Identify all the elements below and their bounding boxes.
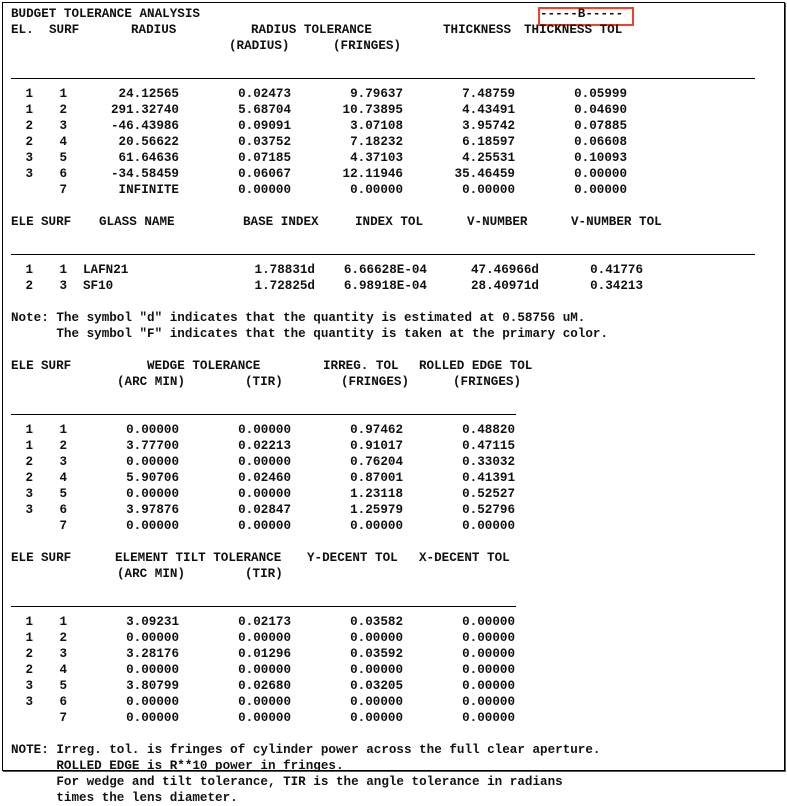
table-cell: 24.12565 — [118, 87, 179, 101]
table-cell: 3 — [25, 487, 33, 501]
col-el: EL. — [11, 23, 34, 37]
table-row — [11, 262, 643, 278]
table-cell: 3 — [25, 695, 33, 709]
table-cell: 0.00000 — [126, 631, 179, 645]
table-cell: 0.07185 — [238, 151, 291, 165]
col-v-number: V-NUMBER — [467, 215, 528, 229]
table-cell: 291.32740 — [110, 103, 179, 117]
table-cell: 0.87001 — [350, 471, 403, 485]
table-row — [11, 518, 608, 534]
table-cell: 0.00000 — [238, 663, 291, 677]
table-cell: 0.00000 — [126, 519, 179, 533]
table-cell: 0.09091 — [238, 119, 291, 133]
table-cell: 0.00000 — [350, 663, 403, 677]
table-row — [11, 646, 608, 662]
col-base-index: BASE INDEX — [243, 215, 319, 229]
table-cell: 0.34213 — [590, 279, 643, 293]
table-cell: 0.02847 — [238, 503, 291, 517]
table-cell: 4 — [59, 135, 67, 149]
table-row — [11, 694, 608, 710]
col-arcmin-unit: (ARC MIN) — [117, 567, 186, 581]
col-y-decent-tol: Y-DECENT TOL — [307, 551, 398, 565]
table-row — [11, 166, 627, 182]
table-cell: LAFN21 — [83, 263, 129, 277]
table-cell: 0.00000 — [238, 487, 291, 501]
col-fringes-unit: (FRINGES) — [341, 375, 410, 389]
table-cell: 2 — [25, 663, 33, 677]
table-cell: 0.00000 — [462, 615, 515, 629]
spacer — [11, 582, 608, 598]
table-cell: 0.00000 — [238, 631, 291, 645]
table-row — [11, 422, 608, 438]
col-ele: ELE — [11, 215, 34, 229]
table-cell: 6 — [59, 167, 67, 181]
divider — [11, 406, 608, 422]
spacer — [11, 342, 608, 358]
table-cell: 1.78831d — [254, 263, 315, 277]
report-title: BUDGET TOLERANCE ANALYSIS — [11, 7, 200, 21]
table-cell: 0.07885 — [574, 119, 627, 133]
table-cell: 28.40971d — [470, 279, 539, 293]
table-cell: 0.02213 — [238, 439, 291, 453]
table-row — [11, 502, 608, 518]
table-cell: 3.09231 — [126, 615, 179, 629]
table-cell: 0.00000 — [462, 695, 515, 709]
table-cell: 12.11946 — [342, 167, 403, 181]
col-fringes-unit: (FRINGES) — [333, 39, 402, 53]
table-cell: 0.04690 — [574, 103, 627, 117]
table-row — [11, 118, 627, 134]
table-cell: 3.97876 — [126, 503, 179, 517]
table-cell: 0.02473 — [238, 87, 291, 101]
table-cell: 0.02460 — [238, 471, 291, 485]
table-cell: 3 — [25, 503, 33, 517]
table-cell: 3 — [25, 167, 33, 181]
col-fringes-unit-2: (FRINGES) — [453, 375, 522, 389]
section1-rows — [11, 86, 627, 198]
section3-subheader — [11, 374, 608, 390]
col-wedge-tol: WEDGE TOLERANCE — [147, 359, 261, 373]
table-cell: 0.97462 — [350, 423, 403, 437]
col-surf: SURF — [41, 215, 72, 229]
table-row — [11, 134, 627, 150]
table-cell: 6 — [59, 503, 67, 517]
table-cell: 0.03205 — [350, 679, 403, 693]
table-cell: 0.00000 — [350, 519, 403, 533]
divider — [11, 246, 608, 262]
table-cell: 5.68704 — [238, 103, 291, 117]
spacer — [11, 230, 608, 246]
table-cell: 0.10093 — [574, 151, 627, 165]
col-surf: SURF — [49, 23, 80, 37]
table-row — [11, 662, 608, 678]
table-cell: 4.25531 — [462, 151, 515, 165]
table-cell: 2 — [25, 135, 33, 149]
table-cell: 47.46966d — [470, 263, 539, 277]
section4-rows — [11, 614, 608, 726]
table-cell: 0.52527 — [462, 487, 515, 501]
col-irreg-tol: IRREG. TOL — [323, 359, 399, 373]
table-cell: 0.00000 — [462, 679, 515, 693]
table-cell: 4.43491 — [462, 103, 515, 117]
table-cell: 6.18597 — [462, 135, 515, 149]
table-cell: 0.00000 — [462, 183, 515, 197]
table-cell: 6 — [59, 695, 67, 709]
table-cell: 0.00000 — [238, 519, 291, 533]
table-cell: 1 — [59, 615, 67, 629]
table-row — [11, 678, 608, 694]
section4-header — [11, 550, 608, 566]
table-cell: 0.00000 — [462, 711, 515, 725]
report-title-row — [11, 6, 624, 22]
col-v-number-tol: V-NUMBER TOL — [571, 215, 662, 229]
section2-rows — [11, 262, 643, 294]
table-cell: 2 — [59, 631, 67, 645]
col-tir-unit: (TIR) — [245, 375, 283, 389]
col-radius-unit: (RADIUS) — [229, 39, 290, 53]
table-cell: 1 — [59, 263, 67, 277]
table-cell: 3.95742 — [462, 119, 515, 133]
table-cell: 0.00000 — [350, 183, 403, 197]
table-cell: 5 — [59, 679, 67, 693]
spacer — [11, 198, 608, 214]
table-cell: 1 — [59, 423, 67, 437]
table-row — [11, 630, 608, 646]
col-ele: ELE — [11, 359, 34, 373]
table-row — [11, 102, 627, 118]
table-row — [11, 86, 627, 102]
table-cell: 7 — [59, 183, 67, 197]
table-cell: 0.06067 — [238, 167, 291, 181]
col-thickness-tol: THICKNESS TOL — [524, 23, 623, 37]
table-cell: 35.46459 — [454, 167, 515, 181]
table-cell: 1.23118 — [350, 487, 403, 501]
table-cell: 1.25979 — [350, 503, 403, 517]
table-cell: 7.18232 — [350, 135, 403, 149]
table-cell: 1 — [59, 87, 67, 101]
table-cell: 2 — [25, 471, 33, 485]
table-cell: 3.77700 — [126, 439, 179, 453]
table-cell: 3 — [59, 647, 67, 661]
table-cell: 3 — [25, 679, 33, 693]
col-index-tol: INDEX TOL — [355, 215, 424, 229]
table-cell: 1 — [25, 87, 33, 101]
table-cell: 0.00000 — [126, 663, 179, 677]
table-cell: 0.00000 — [350, 695, 403, 709]
table-cell: SF10 — [83, 279, 114, 293]
table-cell: 3 — [25, 151, 33, 165]
table-row — [11, 278, 643, 294]
table-row — [11, 182, 627, 198]
table-cell: 5.90706 — [126, 471, 179, 485]
table-cell: 2 — [59, 103, 67, 117]
table-cell: 0.91017 — [350, 439, 403, 453]
spacer — [11, 534, 608, 550]
table-row — [11, 454, 608, 470]
table-row — [11, 150, 627, 166]
table-cell: 0.00000 — [238, 183, 291, 197]
section3-header — [11, 358, 608, 374]
table-cell: 0.00000 — [126, 711, 179, 725]
table-cell: 6.66628E-04 — [343, 263, 427, 277]
table-cell: INFINITE — [118, 183, 179, 197]
table-cell: 4 — [59, 663, 67, 677]
table-cell: 0.00000 — [238, 423, 291, 437]
table-cell: 3 — [59, 279, 67, 293]
table-cell: 0.00000 — [462, 519, 515, 533]
table-cell: 0.00000 — [126, 455, 179, 469]
table-cell: 1 — [25, 439, 33, 453]
config-label: -----B----- — [540, 7, 624, 21]
table-cell: 0.47115 — [462, 439, 515, 453]
table-cell: 3.07108 — [350, 119, 403, 133]
table-row — [11, 470, 608, 486]
note2-line3: For wedge and tilt tolerance, TIR is the angle tolerance in radians — [11, 775, 563, 789]
section4-subheader — [11, 566, 608, 582]
spacer — [11, 294, 608, 310]
table-cell: 0.06608 — [574, 135, 627, 149]
col-radius: RADIUS — [131, 23, 177, 37]
col-x-decent-tol: X-DECENT TOL — [419, 551, 510, 565]
table-cell: 6.98918E-04 — [343, 279, 427, 293]
table-cell: 3 — [59, 455, 67, 469]
note1-line2: The symbol "F" indicates that the quantity is taken at the primary color. — [11, 327, 609, 341]
table-cell: 0.00000 — [462, 663, 515, 677]
table-cell: 2 — [25, 647, 33, 661]
table-cell: 9.79637 — [350, 87, 403, 101]
table-cell: 0.00000 — [238, 711, 291, 725]
table-cell: 61.64636 — [118, 151, 179, 165]
col-ele: ELE — [11, 551, 34, 565]
section1-header — [11, 22, 623, 38]
col-tir-unit: (TIR) — [245, 567, 283, 581]
table-cell: 1 — [25, 423, 33, 437]
note2-line2: ROLLED EDGE is R**10 power in fringes. — [11, 759, 344, 773]
table-cell: 0.03752 — [238, 135, 291, 149]
divider — [11, 598, 608, 614]
table-cell: 1.72825d — [254, 279, 315, 293]
table-cell: 2 — [25, 279, 33, 293]
spacer — [11, 726, 608, 742]
table-cell: 4 — [59, 471, 67, 485]
table-cell: 0.02680 — [238, 679, 291, 693]
table-cell: 2 — [25, 119, 33, 133]
table-cell: 4.37103 — [350, 151, 403, 165]
section1-subheader — [11, 38, 608, 54]
table-cell: 0.00000 — [574, 183, 627, 197]
divider — [11, 70, 608, 86]
table-row — [11, 710, 608, 726]
table-cell: 0.41776 — [590, 263, 643, 277]
col-thickness: THICKNESS — [443, 23, 512, 37]
table-cell: 5 — [59, 151, 67, 165]
table-cell: 0.00000 — [462, 631, 515, 645]
table-cell: 0.33032 — [462, 455, 515, 469]
table-cell: 0.41391 — [462, 471, 515, 485]
table-cell: 0.00000 — [350, 631, 403, 645]
table-cell: 7 — [59, 711, 67, 725]
section3-rows — [11, 422, 608, 534]
table-row — [11, 614, 608, 630]
col-surf: SURF — [41, 551, 72, 565]
table-cell: 0.76204 — [350, 455, 403, 469]
table-cell: -46.43986 — [110, 119, 179, 133]
table-cell: 2 — [59, 439, 67, 453]
table-cell: 20.56622 — [118, 135, 179, 149]
table-cell: 0.02173 — [238, 615, 291, 629]
table-cell: 0.00000 — [126, 487, 179, 501]
table-cell: 0.00000 — [350, 711, 403, 725]
col-surf: SURF — [41, 359, 72, 373]
table-cell: -34.58459 — [110, 167, 179, 181]
note2-line4: times the lens diameter. — [11, 791, 238, 805]
table-cell: 0.03592 — [350, 647, 403, 661]
table-cell: 0.00000 — [126, 695, 179, 709]
section2-header — [11, 214, 662, 230]
spacer — [11, 54, 608, 70]
note2-line1: NOTE: Irreg. tol. is fringes of cylinder power across the full clear aperture. — [11, 743, 601, 757]
table-cell: 1 — [25, 103, 33, 117]
table-cell: 1 — [25, 263, 33, 277]
table-cell: 1 — [25, 631, 33, 645]
table-cell: 3.80799 — [126, 679, 179, 693]
table-cell: 7.48759 — [462, 87, 515, 101]
table-cell: 0.03582 — [350, 615, 403, 629]
col-rolled-edge-tol: ROLLED EDGE TOL — [419, 359, 533, 373]
table-cell: 0.05999 — [574, 87, 627, 101]
table-cell: 0.52796 — [462, 503, 515, 517]
col-arcmin-unit: (ARC MIN) — [117, 375, 186, 389]
table-cell: 7 — [59, 519, 67, 533]
table-cell: 1 — [25, 615, 33, 629]
table-row — [11, 486, 608, 502]
table-cell: 0.00000 — [126, 423, 179, 437]
col-element-tilt-tol: ELEMENT TILT TOLERANCE — [115, 551, 282, 565]
table-cell: 0.00000 — [238, 695, 291, 709]
table-cell: 0.00000 — [462, 647, 515, 661]
table-row — [11, 438, 608, 454]
table-cell: 0.00000 — [238, 455, 291, 469]
table-cell: 5 — [59, 487, 67, 501]
table-cell: 3 — [59, 119, 67, 133]
col-glass-name: GLASS NAME — [99, 215, 175, 229]
table-cell: 3.28176 — [126, 647, 179, 661]
note1-line1: Note: The symbol "d" indicates that the quantity is estimated at 0.58756 uM. — [11, 311, 586, 325]
col-radius-tol: RADIUS TOLERANCE — [251, 23, 372, 37]
tolerance-report — [11, 6, 662, 806]
table-cell: 0.48820 — [462, 423, 515, 437]
table-cell: 2 — [25, 455, 33, 469]
table-cell: 10.73895 — [342, 103, 403, 117]
table-cell: 0.00000 — [574, 167, 627, 181]
spacer — [11, 390, 608, 406]
table-cell: 0.01296 — [238, 647, 291, 661]
